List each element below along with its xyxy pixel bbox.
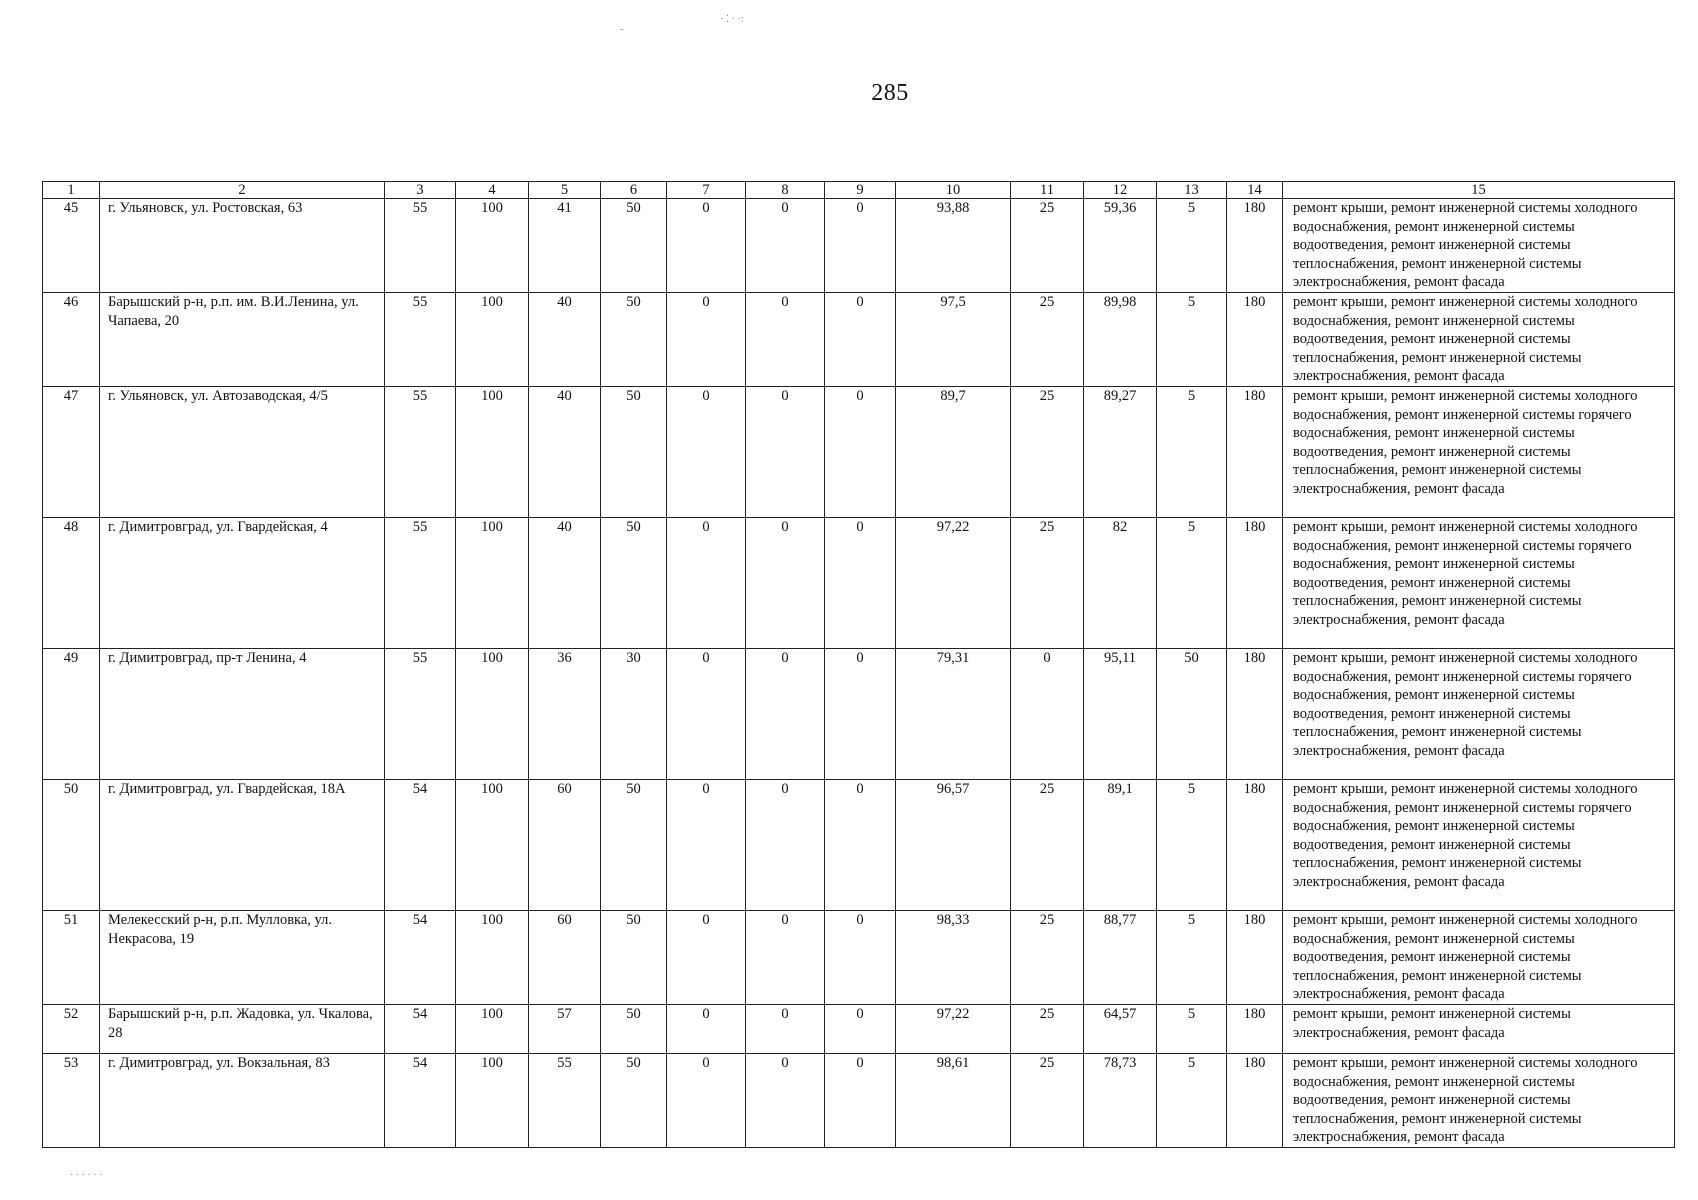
column-header: 4 — [456, 182, 529, 199]
works-cell: ремонт крыши, ремонт инженерной системы холодного водоснабжения, ремонт инженерной системы горячего водоснабжения, ремонт инженерной системы водоотведения, ремонт инженерной системы теплоснабжения, ремонт инженерной системы электроснабжения, ремонт фасада — [1283, 518, 1675, 649]
value-cell: 0 — [746, 1054, 825, 1148]
value-cell: 100 — [456, 649, 529, 780]
value-cell: 54 — [385, 1054, 456, 1148]
address-cell: г. Ульяновск, ул. Автозаводская, 4/5 — [100, 387, 385, 518]
works-cell: ремонт крыши, ремонт инженерной системы холодного водоснабжения, ремонт инженерной системы горячего водоснабжения, ремонт инженерной системы водоотведения, ремонт инженерной системы теплоснабжения, ремонт инженерной системы электроснабжения, ремонт фасада — [1283, 780, 1675, 911]
value-cell: 25 — [1011, 780, 1084, 911]
value-cell: 5 — [1157, 1054, 1227, 1148]
value-cell: 0 — [825, 199, 896, 293]
value-cell: 180 — [1227, 387, 1283, 518]
value-cell: 88,77 — [1084, 911, 1157, 1005]
value-cell: 100 — [456, 911, 529, 1005]
value-cell: 0 — [825, 293, 896, 387]
row-number: 45 — [43, 199, 100, 293]
value-cell: 0 — [667, 1005, 746, 1054]
value-cell: 25 — [1011, 1005, 1084, 1054]
value-cell: 180 — [1227, 1054, 1283, 1148]
value-cell: 5 — [1157, 911, 1227, 1005]
value-cell: 0 — [746, 911, 825, 1005]
value-cell: 0 — [825, 387, 896, 518]
value-cell: 50 — [601, 293, 667, 387]
column-header: 3 — [385, 182, 456, 199]
column-header: 11 — [1011, 182, 1084, 199]
value-cell: 0 — [825, 911, 896, 1005]
table-row — [43, 649, 1675, 780]
table-row — [43, 293, 1675, 387]
value-cell: 180 — [1227, 518, 1283, 649]
value-cell: 25 — [1011, 293, 1084, 387]
value-cell: 50 — [601, 911, 667, 1005]
row-number: 53 — [43, 1054, 100, 1148]
row-number: 49 — [43, 649, 100, 780]
row-number: 51 — [43, 911, 100, 1005]
works-cell: ремонт крыши, ремонт инженерной системы холодного водоснабжения, ремонт инженерной системы горячего водоснабжения, ремонт инженерной системы водоотведения, ремонт инженерной системы теплоснабжения, ремонт инженерной системы электроснабжения, ремонт фасада — [1283, 387, 1675, 518]
column-header: 1 — [43, 182, 100, 199]
value-cell: 0 — [1011, 649, 1084, 780]
value-cell: 55 — [385, 293, 456, 387]
column-header: 2 — [100, 182, 385, 199]
value-cell: 180 — [1227, 780, 1283, 911]
value-cell: 100 — [456, 293, 529, 387]
value-cell: 0 — [746, 1005, 825, 1054]
value-cell: 180 — [1227, 199, 1283, 293]
value-cell: 100 — [456, 518, 529, 649]
value-cell: 36 — [529, 649, 601, 780]
scan-speck: · ⁚ · ·: — [720, 14, 744, 25]
value-cell: 41 — [529, 199, 601, 293]
column-header: 14 — [1227, 182, 1283, 199]
table-row — [43, 780, 1675, 911]
value-cell: 180 — [1227, 293, 1283, 387]
value-cell: 89,1 — [1084, 780, 1157, 911]
works-cell: ремонт крыши, ремонт инженерной системы холодного водоснабжения, ремонт инженерной системы водоотведения, ремонт инженерной системы теплоснабжения, ремонт инженерной системы электроснабжения, ремонт фасада — [1283, 1054, 1675, 1148]
value-cell: 0 — [746, 780, 825, 911]
column-header: 12 — [1084, 182, 1157, 199]
value-cell: 50 — [601, 1054, 667, 1148]
value-cell: 78,73 — [1084, 1054, 1157, 1148]
table-row — [43, 1005, 1675, 1054]
column-header: 6 — [601, 182, 667, 199]
value-cell: 0 — [667, 911, 746, 1005]
address-cell: г. Димитровград, ул. Гвардейская, 18А — [100, 780, 385, 911]
value-cell: 40 — [529, 518, 601, 649]
value-cell: 0 — [667, 649, 746, 780]
value-cell: 30 — [601, 649, 667, 780]
value-cell: 57 — [529, 1005, 601, 1054]
works-cell: ремонт крыши, ремонт инженерной системы холодного водоснабжения, ремонт инженерной системы водоотведения, ремонт инженерной системы теплоснабжения, ремонт инженерной системы электроснабжения, ремонт фасада — [1283, 199, 1675, 293]
value-cell: 0 — [746, 518, 825, 649]
value-cell: 55 — [385, 518, 456, 649]
column-header: 13 — [1157, 182, 1227, 199]
works-cell: ремонт крыши, ремонт инженерной системы холодного водоснабжения, ремонт инженерной системы водоотведения, ремонт инженерной системы теплоснабжения, ремонт инженерной системы электроснабжения, ремонт фасада — [1283, 293, 1675, 387]
value-cell: 0 — [667, 199, 746, 293]
value-cell: 180 — [1227, 1005, 1283, 1054]
value-cell: 98,33 — [896, 911, 1011, 1005]
address-cell: г. Ульяновск, ул. Ростовская, 63 — [100, 199, 385, 293]
value-cell: 98,61 — [896, 1054, 1011, 1148]
value-cell: 55 — [385, 199, 456, 293]
value-cell: 64,57 — [1084, 1005, 1157, 1054]
value-cell: 100 — [456, 780, 529, 911]
value-cell: 55 — [385, 387, 456, 518]
value-cell: 54 — [385, 780, 456, 911]
row-number: 50 — [43, 780, 100, 911]
address-cell: Барышский р-н, р.п. Жадовка, ул. Чкалова, 28 — [100, 1005, 385, 1054]
value-cell: 55 — [529, 1054, 601, 1148]
value-cell: 59,36 — [1084, 199, 1157, 293]
value-cell: 0 — [746, 387, 825, 518]
column-header: 15 — [1283, 182, 1675, 199]
value-cell: 0 — [667, 1054, 746, 1148]
address-cell: Мелекесский р-н, р.п. Мулловка, ул. Некрасова, 19 — [100, 911, 385, 1005]
value-cell: 0 — [825, 780, 896, 911]
value-cell: 95,11 — [1084, 649, 1157, 780]
column-number-row — [43, 182, 1675, 199]
address-cell: Барышский р-н, р.п. им. В.И.Ленина, ул. Чапаева, 20 — [100, 293, 385, 387]
value-cell: 79,31 — [896, 649, 1011, 780]
value-cell: 180 — [1227, 649, 1283, 780]
value-cell: 100 — [456, 1054, 529, 1148]
works-cell: ремонт крыши, ремонт инженерной системы холодного водоснабжения, ремонт инженерной системы водоотведения, ремонт инженерной системы теплоснабжения, ремонт инженерной системы электроснабжения, ремонт фасада — [1283, 911, 1675, 1005]
value-cell: 5 — [1157, 199, 1227, 293]
column-header: 10 — [896, 182, 1011, 199]
value-cell: 0 — [825, 518, 896, 649]
value-cell: 100 — [456, 1005, 529, 1054]
value-cell: 0 — [667, 780, 746, 911]
address-cell: г. Димитровград, ул. Гвардейская, 4 — [100, 518, 385, 649]
value-cell: 50 — [601, 780, 667, 911]
scan-speck: - — [620, 24, 624, 35]
value-cell: 60 — [529, 780, 601, 911]
value-cell: 97,22 — [896, 1005, 1011, 1054]
value-cell: 54 — [385, 1005, 456, 1054]
value-cell: 5 — [1157, 1005, 1227, 1054]
value-cell: 55 — [385, 649, 456, 780]
column-header: 9 — [825, 182, 896, 199]
row-number: 52 — [43, 1005, 100, 1054]
value-cell: 93,88 — [896, 199, 1011, 293]
works-cell: ремонт крыши, ремонт инженерной системы холодного водоснабжения, ремонт инженерной системы горячего водоснабжения, ремонт инженерной системы водоотведения, ремонт инженерной системы теплоснабжения, ремонт инженерной системы электроснабжения, ремонт фасада — [1283, 649, 1675, 780]
value-cell: 0 — [825, 649, 896, 780]
value-cell: 0 — [825, 1054, 896, 1148]
value-cell: 96,57 — [896, 780, 1011, 911]
row-number: 48 — [43, 518, 100, 649]
value-cell: 89,7 — [896, 387, 1011, 518]
row-number: 46 — [43, 293, 100, 387]
value-cell: 50 — [1157, 649, 1227, 780]
value-cell: 5 — [1157, 387, 1227, 518]
address-cell: г. Димитровград, пр-т Ленина, 4 — [100, 649, 385, 780]
value-cell: 25 — [1011, 387, 1084, 518]
value-cell: 82 — [1084, 518, 1157, 649]
value-cell: 5 — [1157, 293, 1227, 387]
value-cell: 89,27 — [1084, 387, 1157, 518]
value-cell: 0 — [667, 293, 746, 387]
value-cell: 25 — [1011, 1054, 1084, 1148]
table-row — [43, 1054, 1675, 1148]
table-row — [43, 199, 1675, 293]
value-cell: 0 — [746, 199, 825, 293]
value-cell: 180 — [1227, 911, 1283, 1005]
value-cell: 50 — [601, 199, 667, 293]
value-cell: 54 — [385, 911, 456, 1005]
column-header: 7 — [667, 182, 746, 199]
value-cell: 97,5 — [896, 293, 1011, 387]
value-cell: 0 — [746, 293, 825, 387]
table-row — [43, 911, 1675, 1005]
value-cell: 60 — [529, 911, 601, 1005]
table-row — [43, 518, 1675, 649]
page-number: 285 — [871, 80, 909, 106]
value-cell: 5 — [1157, 780, 1227, 911]
value-cell: 100 — [456, 387, 529, 518]
value-cell: 50 — [601, 387, 667, 518]
value-cell: 0 — [746, 649, 825, 780]
value-cell: 0 — [667, 387, 746, 518]
value-cell: 0 — [667, 518, 746, 649]
address-cell: г. Димитровград, ул. Вокзальная, 83 — [100, 1054, 385, 1148]
value-cell: 97,22 — [896, 518, 1011, 649]
value-cell: 25 — [1011, 911, 1084, 1005]
repair-register-table — [42, 181, 1675, 1148]
value-cell: 25 — [1011, 518, 1084, 649]
value-cell: 5 — [1157, 518, 1227, 649]
value-cell: 0 — [825, 1005, 896, 1054]
value-cell: 50 — [601, 1005, 667, 1054]
value-cell: 25 — [1011, 199, 1084, 293]
row-number: 47 — [43, 387, 100, 518]
column-header: 5 — [529, 182, 601, 199]
value-cell: 40 — [529, 387, 601, 518]
works-cell: ремонт крыши, ремонт инженерной системы электроснабжения, ремонт фасада — [1283, 1005, 1675, 1054]
value-cell: 40 — [529, 293, 601, 387]
table-row — [43, 387, 1675, 518]
value-cell: 100 — [456, 199, 529, 293]
scan-speck: · · · · · · — [70, 1170, 103, 1181]
value-cell: 50 — [601, 518, 667, 649]
value-cell: 89,98 — [1084, 293, 1157, 387]
column-header: 8 — [746, 182, 825, 199]
